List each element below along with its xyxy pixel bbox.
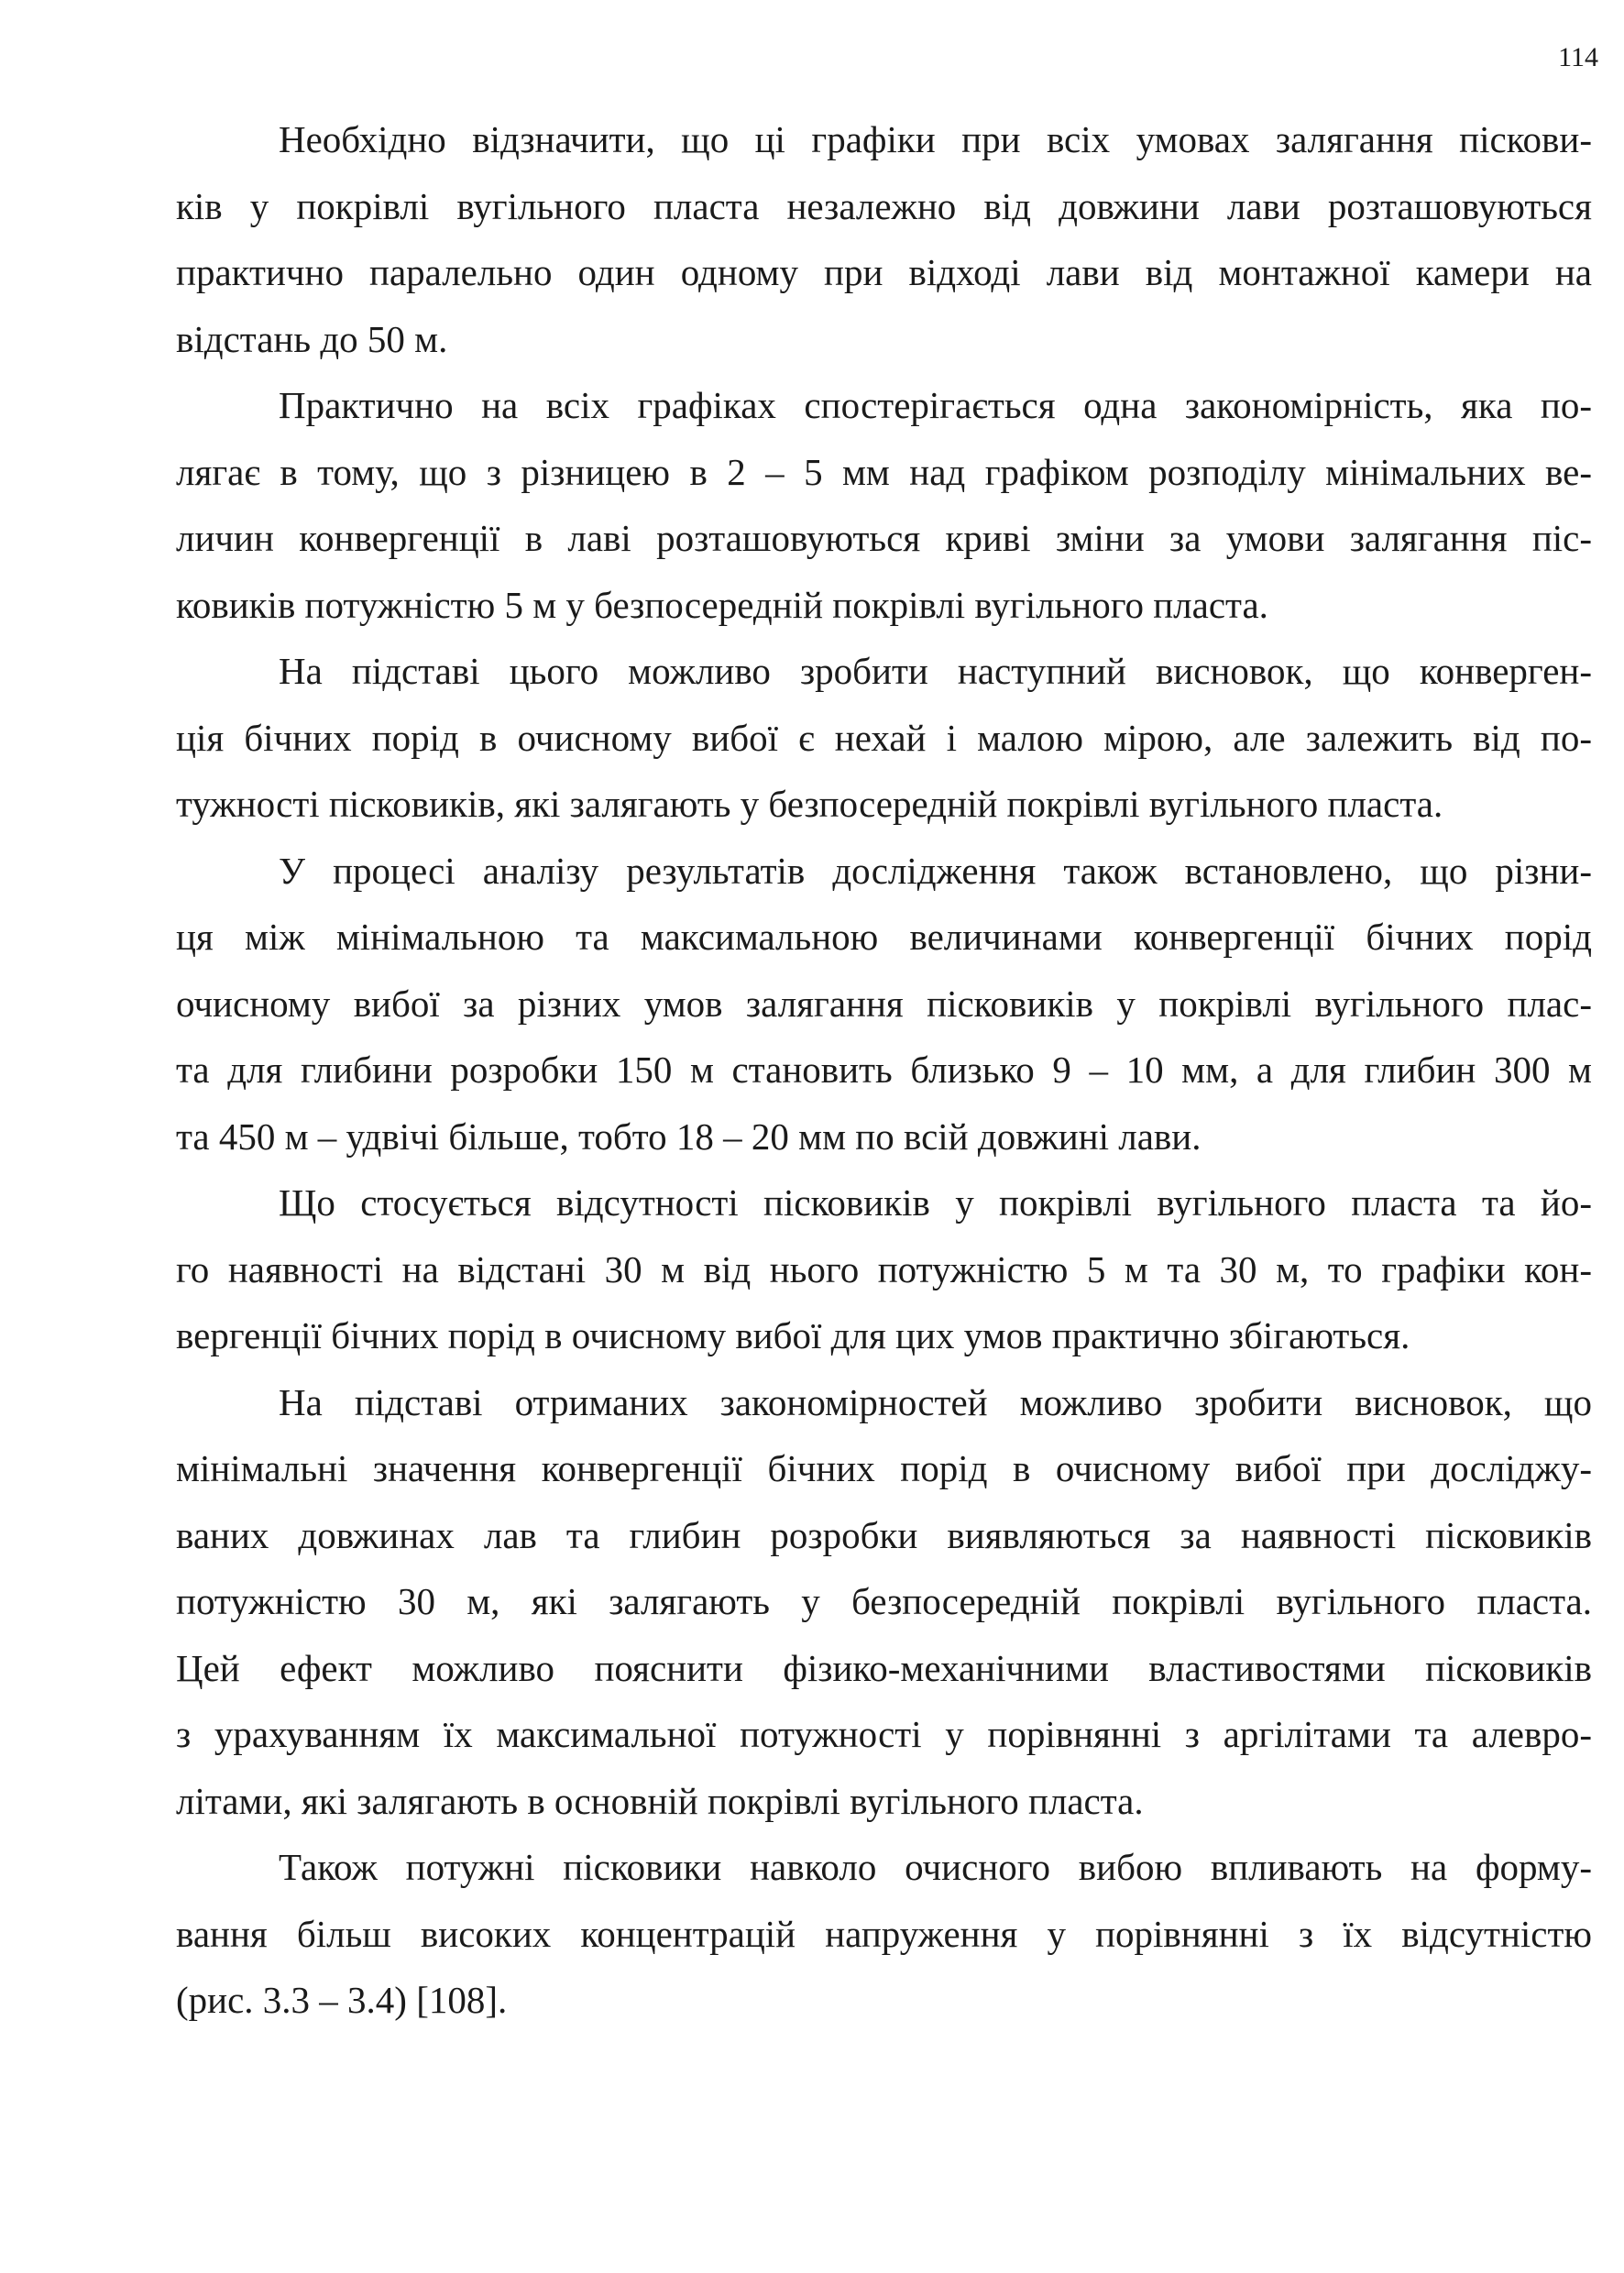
text-line: На підставі цього можливо зробити наступний висновок, що конверген- [279,650,1592,692]
text-line: ків у покрівлі вугільного пласта незалежно від довжини лави розташовуються [176,184,1592,227]
text-line: та для глибини розробки 150 м становить близько 9 – 10 мм, а для глибин 300 м [176,1049,1592,1091]
text-line: ваних довжинах лав та глибин розробки виявляються за наявності пісковиків [176,1513,1592,1556]
text-line: го наявності на відстані 30 м від нього потужністю 5 м та 30 м, то графіки кон- [176,1247,1592,1290]
text-line: вергенції бічних порід в очисному вибої для цих умов практично збігаються. [176,1314,1410,1356]
text-line: Практично на всіх графіках спостерігається одна закономірність, яка по- [279,384,1592,426]
paragraph [176,1369,1592,1835]
text-line: лягає в тому, що з різницею в 2 – 5 мм над графіком розподілу мінімальних ве- [176,450,1592,493]
paragraph [176,372,1592,638]
paragraph [176,638,1592,838]
text-line: ця між мінімальною та максимальною величинами конвергенції бічних порід [176,916,1592,958]
text-line: На підставі отриманих закономірностей можливо зробити висновок, що [279,1380,1592,1423]
paragraph [176,1834,1592,2034]
paragraph [176,1169,1592,1369]
text-line: Що стосується відсутності пісковиків у покрівлі вугільного пласта та йо- [279,1181,1592,1224]
text-line: ковиків потужністю 5 м у безпосередній покрівлі вугільного пласта. [176,583,1268,626]
text-line: та 450 м – удвічі більше, тобто 18 – 20 мм по всій довжині лави. [176,1115,1202,1158]
text-line: Цей ефект можливо пояснити фізико-механічними властивостями пісковиків [176,1646,1592,1689]
text-line: літами, які залягають в основній покрівлі вугільного пласта. [176,1779,1144,1822]
text-line: ція бічних порід в очисному вибої є нехай і малою мірою, але залежить від по- [176,716,1592,759]
document-body [176,106,1592,2034]
text-line: очисному вибої за різних умов залягання пісковиків у покрівлі вугільного плас- [176,982,1592,1025]
paragraph [176,838,1592,1170]
text-line: У процесі аналізу результатів дослідження також встановлено, що різни- [279,849,1592,892]
text-line: потужністю 30 м, які залягають у безпосередній покрівлі вугільного пласта. [176,1580,1592,1622]
text-line: мінімальні значення конвергенції бічних порід в очисному вибої при досліджу- [176,1447,1592,1489]
text-line: (рис. 3.3 – 3.4) [108]. [176,1979,508,2021]
text-line: тужності пісковиків, які залягають у безпосередній покрівлі вугільного пласта. [176,783,1443,825]
text-line: практично паралельно один одному при відході лави від монтажної камери на [176,251,1592,293]
text-line: Також потужні пісковики навколо очисного вибою впливають на форму- [279,1846,1592,1888]
text-line: Необхідно відзначити, що ці графіки при всіх умовах залягання піскови- [279,118,1592,160]
text-line: з урахуванням їх максимальної потужності у порівнянні з аргілітами та алевро- [176,1713,1592,1755]
text-line: личин конвергенції в лаві розташовуються криві зміни за умови залягання піс- [176,517,1592,559]
paragraph [176,106,1592,372]
text-line: вання більш високих концентрацій напруження у порівнянні з їх відсутністю [176,1912,1592,1955]
text-line: відстань до 50 м. [176,317,448,360]
page-number: 114 [1558,42,1598,72]
